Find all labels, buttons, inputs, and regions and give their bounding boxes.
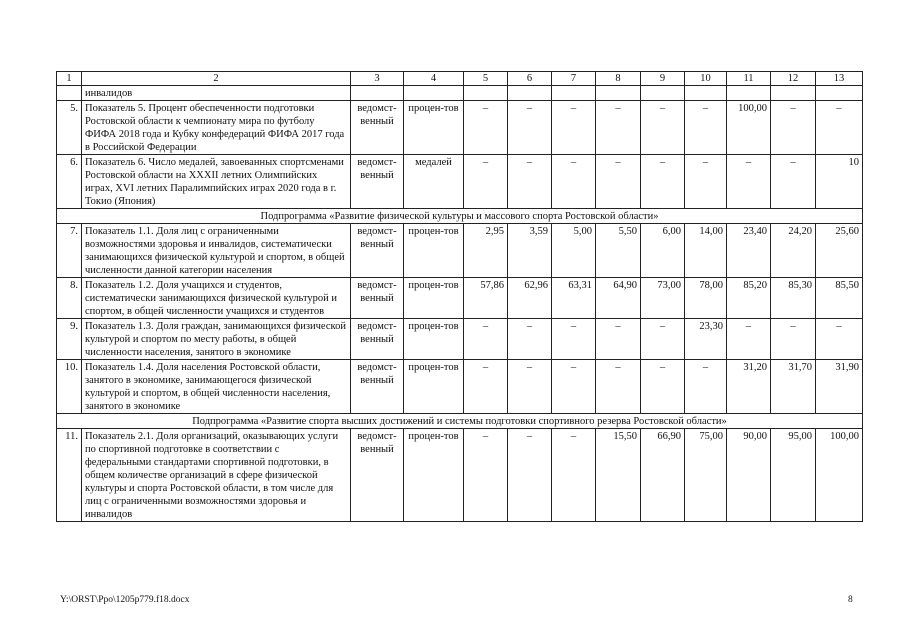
indicator-value: – — [552, 429, 596, 522]
column-number-header: 13 — [816, 72, 863, 86]
indicator-value: 85,20 — [727, 278, 771, 319]
column-number-header: 7 — [552, 72, 596, 86]
data-source: ведомст-венный — [351, 429, 404, 522]
indicator-value: 31,70 — [771, 360, 816, 414]
table-row — [57, 101, 863, 155]
empty-cell — [464, 86, 508, 101]
column-number-header: 1 — [57, 72, 82, 86]
indicator-value: – — [464, 319, 508, 360]
indicator-value: 31,20 — [727, 360, 771, 414]
indicator-value: – — [641, 319, 685, 360]
unit-of-measure: процен-тов — [404, 224, 464, 278]
indicator-value: 31,90 — [816, 360, 863, 414]
indicator-value: – — [685, 360, 727, 414]
indicator-name: Показатель 1.1. Доля лиц с ограниченными возможностями здоровья и инвалидов, систематически занимающихся физической культурой и спортом, в общей численности данной категории населения — [82, 224, 351, 278]
indicator-value: – — [552, 101, 596, 155]
indicator-value: 10 — [816, 155, 863, 209]
indicator-name: Показатель 1.3. Доля граждан, занимающихся физической культурой и спортом по месту работы, в общей численности населения, занятого в экономике — [82, 319, 351, 360]
indicator-value: 5,00 — [552, 224, 596, 278]
indicator-value: 64,90 — [596, 278, 641, 319]
subprogram-row — [57, 414, 863, 429]
data-source: ведомст-венный — [351, 224, 404, 278]
column-number-header: 12 — [771, 72, 816, 86]
indicator-value: – — [596, 319, 641, 360]
empty-cell — [552, 86, 596, 101]
unit-of-measure: процен-тов — [404, 429, 464, 522]
row-number: 9. — [57, 319, 82, 360]
indicator-value: 100,00 — [727, 101, 771, 155]
indicator-value: 100,00 — [816, 429, 863, 522]
indicator-value: 78,00 — [685, 278, 727, 319]
data-source: ведомст-венный — [351, 319, 404, 360]
indicator-value: – — [464, 360, 508, 414]
footer-file-path: Y:\ORST\Ppo\1205p779.f18.docx — [60, 595, 190, 605]
column-number-header: 2 — [82, 72, 351, 86]
subprogram-row — [57, 209, 863, 224]
unit-of-measure: процен-тов — [404, 319, 464, 360]
indicator-value: – — [464, 155, 508, 209]
indicator-value: – — [816, 319, 863, 360]
indicator-value: – — [552, 360, 596, 414]
column-number-header: 8 — [596, 72, 641, 86]
indicator-value: 62,96 — [508, 278, 552, 319]
indicator-name: Показатель 2.1. Доля организаций, оказывающих услуги по спортивной подготовке в соответствии с федеральными стандартами спортивной подготовки, в общем количестве организаций в сфере физической культуры и спорта Ростовской области, в том числе для лиц с ограниченными возможностями здоровья и инвалидов — [82, 429, 351, 522]
indicator-value: 63,31 — [552, 278, 596, 319]
indicator-value: – — [771, 155, 816, 209]
row-number: 6. — [57, 155, 82, 209]
subprogram-title: Подпрограмма «Развитие спорта высших достижений и системы подготовки спортивного резерва Ростовской области» — [57, 414, 863, 429]
footer-page-number: 8 — [848, 595, 853, 605]
indicator-value: 90,00 — [727, 429, 771, 522]
continuation-text: инвалидов — [82, 86, 351, 101]
indicator-value: – — [727, 155, 771, 209]
table-row — [57, 155, 863, 209]
indicator-value: 25,60 — [816, 224, 863, 278]
indicator-value: 73,00 — [641, 278, 685, 319]
data-source: ведомст-венный — [351, 360, 404, 414]
indicator-value: 85,50 — [816, 278, 863, 319]
indicator-value: – — [641, 101, 685, 155]
indicator-value: 6,00 — [641, 224, 685, 278]
data-source: ведомст-венный — [351, 155, 404, 209]
row-number: 7. — [57, 224, 82, 278]
indicator-value: – — [508, 429, 552, 522]
indicator-name: Показатель 5. Процент обеспеченности подготовки Ростовской области к чемпионату мира по футболу ФИФА 2018 года и Кубку конфедераций ФИФА 2017 года в Российской Федерации — [82, 101, 351, 155]
column-number-header: 3 — [351, 72, 404, 86]
empty-cell — [771, 86, 816, 101]
indicator-value: – — [464, 101, 508, 155]
column-number-header: 5 — [464, 72, 508, 86]
column-number-header: 10 — [685, 72, 727, 86]
table-row — [57, 429, 863, 522]
indicator-value: – — [552, 319, 596, 360]
row-number: 8. — [57, 278, 82, 319]
empty-cell — [351, 86, 404, 101]
unit-of-measure: процен-тов — [404, 278, 464, 319]
indicators-table — [56, 71, 863, 522]
indicator-value: 75,00 — [685, 429, 727, 522]
indicator-value: – — [685, 101, 727, 155]
unit-of-measure: медалей — [404, 155, 464, 209]
column-number-header: 9 — [641, 72, 685, 86]
row-number: 5. — [57, 101, 82, 155]
indicator-value: – — [508, 319, 552, 360]
table-row — [57, 278, 863, 319]
unit-of-measure: процен-тов — [404, 101, 464, 155]
indicator-value: – — [596, 360, 641, 414]
indicator-value: – — [771, 101, 816, 155]
column-number-header: 4 — [404, 72, 464, 86]
indicator-value: 85,30 — [771, 278, 816, 319]
empty-cell — [508, 86, 552, 101]
table-row — [57, 319, 863, 360]
indicator-value: – — [685, 155, 727, 209]
empty-cell — [404, 86, 464, 101]
indicator-value: – — [727, 319, 771, 360]
empty-cell — [596, 86, 641, 101]
indicator-name: Показатель 6. Число медалей, завоеванных спортсменами Ростовской области на XXXII летних Олимпийских играх, XVI летних Паралимпийских играх 2020 года в г. Токио (Япония) — [82, 155, 351, 209]
column-number-row — [57, 72, 863, 86]
indicator-value: 15,50 — [596, 429, 641, 522]
indicator-value: 14,00 — [685, 224, 727, 278]
indicator-value: – — [508, 101, 552, 155]
indicator-value: – — [464, 429, 508, 522]
indicator-value: 57,86 — [464, 278, 508, 319]
indicator-value: – — [771, 319, 816, 360]
empty-cell — [685, 86, 727, 101]
subprogram-title: Подпрограмма «Развитие физической культуры и массового спорта Ростовской области» — [57, 209, 863, 224]
indicator-name: Показатель 1.2. Доля учащихся и студентов, систематически занимающихся физической культурой и спортом, в общей численности учащихся и студентов — [82, 278, 351, 319]
empty-cell — [816, 86, 863, 101]
indicator-value: – — [816, 101, 863, 155]
indicator-value: 5,50 — [596, 224, 641, 278]
row-number-cell — [57, 86, 82, 101]
indicator-value: 23,30 — [685, 319, 727, 360]
indicator-value: 95,00 — [771, 429, 816, 522]
indicator-value: 66,90 — [641, 429, 685, 522]
indicator-value: – — [552, 155, 596, 209]
continuation-row — [57, 86, 863, 101]
column-number-header: 11 — [727, 72, 771, 86]
unit-of-measure: процен-тов — [404, 360, 464, 414]
column-number-header: 6 — [508, 72, 552, 86]
indicator-name: Показатель 1.4. Доля населения Ростовской области, занятого в экономике, занимающегося физической культурой и спортом, в общей численности населения, занятого в экономике — [82, 360, 351, 414]
indicator-value: – — [596, 155, 641, 209]
indicator-value: – — [508, 155, 552, 209]
table-row — [57, 224, 863, 278]
indicator-value: – — [641, 155, 685, 209]
row-number: 10. — [57, 360, 82, 414]
indicator-value: 24,20 — [771, 224, 816, 278]
data-source: ведомст-венный — [351, 101, 404, 155]
indicator-value: 23,40 — [727, 224, 771, 278]
indicator-value: 2,95 — [464, 224, 508, 278]
empty-cell — [641, 86, 685, 101]
indicator-value: 3,59 — [508, 224, 552, 278]
indicator-value: – — [508, 360, 552, 414]
table-row — [57, 360, 863, 414]
row-number: 11. — [57, 429, 82, 522]
empty-cell — [727, 86, 771, 101]
indicator-value: – — [641, 360, 685, 414]
indicator-value: – — [596, 101, 641, 155]
data-source: ведомст-венный — [351, 278, 404, 319]
